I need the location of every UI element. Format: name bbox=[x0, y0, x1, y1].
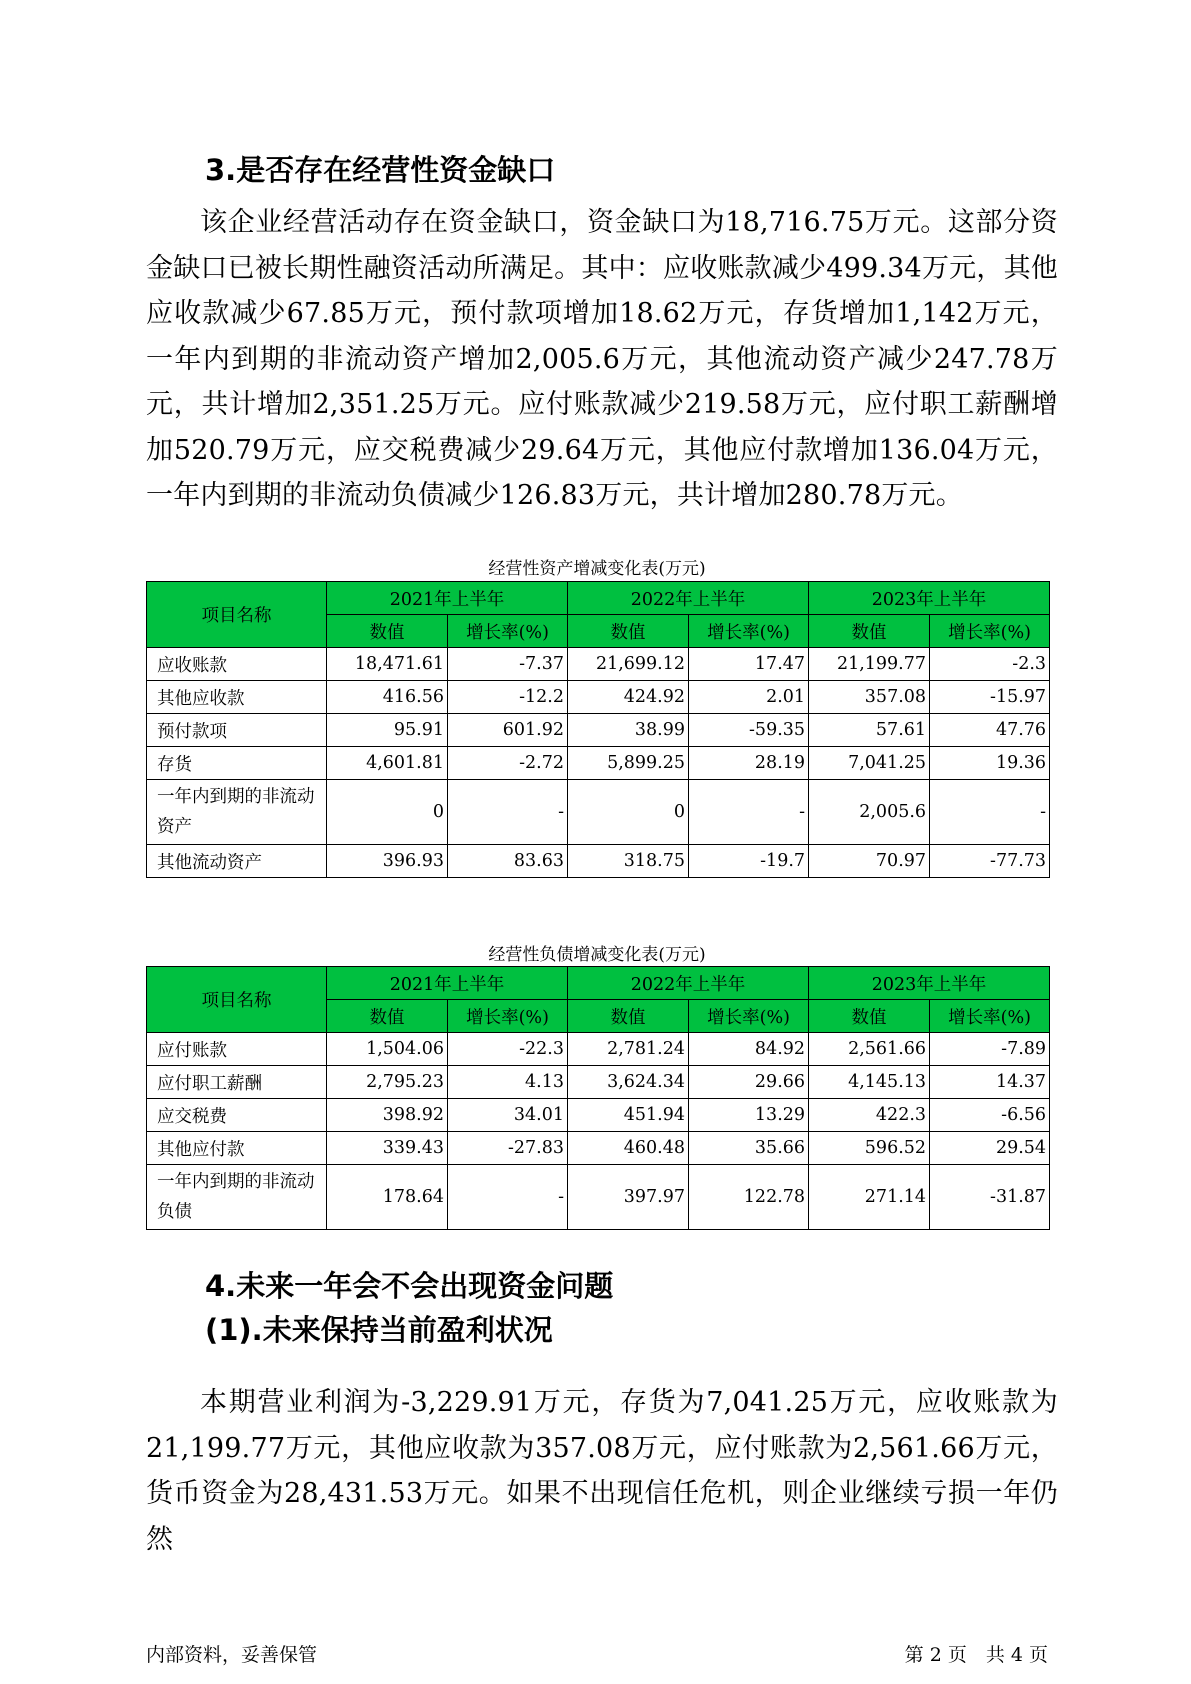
table-row bbox=[147, 845, 1050, 878]
cell-value: 2,561.66 bbox=[809, 1033, 930, 1066]
cell-growth-rate: -2.72 bbox=[448, 747, 568, 780]
cell-value: 70.97 bbox=[809, 845, 930, 878]
cell-value: 178.64 bbox=[327, 1165, 448, 1230]
section-4-paragraph: 本期营业利润为-3,229.91万元，存货为7,041.25万元，应收账款为21,199.77万元，其他应收款为357.08万元，应付账款为2,561.66万元，货币资金为28,431.53万元。如果不出现信任危机，则企业继续亏损一年仍然 bbox=[146, 1387, 1058, 1555]
cell-growth-rate: 34.01 bbox=[448, 1099, 568, 1132]
row-item-name: 一年内到期的非流动资产 bbox=[147, 780, 327, 845]
row-item-name: 其他应收款 bbox=[147, 681, 327, 714]
table-row bbox=[147, 1099, 1050, 1132]
cell-value: 2,781.24 bbox=[568, 1033, 689, 1066]
header-value: 数值 bbox=[568, 1000, 689, 1033]
cell-value: 4,601.81 bbox=[327, 747, 448, 780]
assets-table bbox=[146, 581, 1050, 878]
cell-growth-rate: -6.56 bbox=[930, 1099, 1050, 1132]
cell-growth-rate: -2.3 bbox=[930, 648, 1050, 681]
header-rate: 增长率(%) bbox=[448, 1000, 568, 1033]
header-item-name: 项目名称 bbox=[147, 582, 327, 648]
table-row bbox=[147, 1165, 1050, 1230]
header-period: 2023年上半年 bbox=[809, 582, 1050, 615]
header-period: 2022年上半年 bbox=[568, 582, 809, 615]
liabilities-table-caption: 经营性负债增减变化表(万元) bbox=[488, 945, 706, 965]
cell-growth-rate: 14.37 bbox=[930, 1066, 1050, 1099]
cell-value: 7,041.25 bbox=[809, 747, 930, 780]
header-period: 2022年上半年 bbox=[568, 967, 809, 1000]
table-row bbox=[147, 1132, 1050, 1165]
header-value: 数值 bbox=[568, 615, 689, 648]
cell-value: 3,624.34 bbox=[568, 1066, 689, 1099]
header-rate: 增长率(%) bbox=[689, 1000, 809, 1033]
header-rate: 增长率(%) bbox=[930, 615, 1050, 648]
cell-value: 18,471.61 bbox=[327, 648, 448, 681]
table-row bbox=[147, 747, 1050, 780]
cell-growth-rate: -22.3 bbox=[448, 1033, 568, 1066]
header-period: 2021年上半年 bbox=[327, 582, 568, 615]
cell-value: 357.08 bbox=[809, 681, 930, 714]
cell-value: 422.3 bbox=[809, 1099, 930, 1132]
cell-growth-rate: 17.47 bbox=[689, 648, 809, 681]
section-4-heading: 4.未来一年会不会出现资金问题 bbox=[205, 1269, 614, 1303]
cell-value: 21,199.77 bbox=[809, 648, 930, 681]
cell-growth-rate: 28.19 bbox=[689, 747, 809, 780]
cell-growth-rate: 4.13 bbox=[448, 1066, 568, 1099]
cell-growth-rate: -31.87 bbox=[930, 1165, 1050, 1230]
cell-value: 5,899.25 bbox=[568, 747, 689, 780]
cell-value: 21,699.12 bbox=[568, 648, 689, 681]
liabilities-table bbox=[146, 966, 1050, 1230]
cell-value: 397.97 bbox=[568, 1165, 689, 1230]
cell-value: 396.93 bbox=[327, 845, 448, 878]
cell-growth-rate: 29.54 bbox=[930, 1132, 1050, 1165]
row-item-name: 预付款项 bbox=[147, 714, 327, 747]
cell-value: 451.94 bbox=[568, 1099, 689, 1132]
cell-growth-rate: -7.37 bbox=[448, 648, 568, 681]
row-item-name: 存货 bbox=[147, 747, 327, 780]
header-rate: 增长率(%) bbox=[689, 615, 809, 648]
cell-growth-rate: 47.76 bbox=[930, 714, 1050, 747]
header-rate: 增长率(%) bbox=[930, 1000, 1050, 1033]
cell-growth-rate: 84.92 bbox=[689, 1033, 809, 1066]
cell-value: 460.48 bbox=[568, 1132, 689, 1165]
cell-growth-rate: 601.92 bbox=[448, 714, 568, 747]
cell-growth-rate: -7.89 bbox=[930, 1033, 1050, 1066]
section-3-heading: 3.是否存在经营性资金缺口 bbox=[205, 153, 556, 187]
row-item-name: 应交税费 bbox=[147, 1099, 327, 1132]
row-item-name: 应付职工薪酬 bbox=[147, 1066, 327, 1099]
header-period: 2023年上半年 bbox=[809, 967, 1050, 1000]
cell-growth-rate: 29.66 bbox=[689, 1066, 809, 1099]
section-3-paragraph: 该企业经营活动存在资金缺口，资金缺口为18,716.75万元。这部分资金缺口已被长期性融资活动所满足。其中：应收账款减少499.34万元，其他应收款减少67.85万元，预付款项增加18.62万元，存货增加1,142万元，一年内到期的非流动资产增加2,005.6万元，其他流动资产减少247.78万元，共计增加2,351.25万元。应付账款减少219.58万元，应付职工薪酬增加520.79万元，应交税费减少29.64万元，其他应付款增加136.04万元，一年内到期的非流动负债减少126.83万元，共计增加280.78万元。 bbox=[146, 207, 1058, 511]
footer-confidential: 内部资料，妥善保管 bbox=[146, 1644, 318, 1666]
row-item-name: 其他应付款 bbox=[147, 1132, 327, 1165]
header-value: 数值 bbox=[327, 615, 448, 648]
row-item-name: 应付账款 bbox=[147, 1033, 327, 1066]
header-value: 数值 bbox=[809, 1000, 930, 1033]
cell-growth-rate: 122.78 bbox=[689, 1165, 809, 1230]
header-value: 数值 bbox=[327, 1000, 448, 1033]
cell-value: 38.99 bbox=[568, 714, 689, 747]
cell-value: 2,795.23 bbox=[327, 1066, 448, 1099]
cell-growth-rate: -27.83 bbox=[448, 1132, 568, 1165]
row-item-name: 应收账款 bbox=[147, 648, 327, 681]
cell-value: 0 bbox=[568, 780, 689, 845]
cell-value: 1,504.06 bbox=[327, 1033, 448, 1066]
cell-growth-rate: -19.7 bbox=[689, 845, 809, 878]
cell-value: 95.91 bbox=[327, 714, 448, 747]
cell-growth-rate: - bbox=[930, 780, 1050, 845]
cell-growth-rate: -15.97 bbox=[930, 681, 1050, 714]
table-row bbox=[147, 714, 1050, 747]
header-item-name: 项目名称 bbox=[147, 967, 327, 1033]
header-period: 2021年上半年 bbox=[327, 967, 568, 1000]
cell-growth-rate: - bbox=[448, 1165, 568, 1230]
cell-growth-rate: 83.63 bbox=[448, 845, 568, 878]
table-row bbox=[147, 780, 1050, 845]
cell-value: 57.61 bbox=[809, 714, 930, 747]
table-row bbox=[147, 681, 1050, 714]
table-row bbox=[147, 1033, 1050, 1066]
cell-growth-rate: 2.01 bbox=[689, 681, 809, 714]
cell-growth-rate: - bbox=[689, 780, 809, 845]
cell-growth-rate: -59.35 bbox=[689, 714, 809, 747]
footer-page-number: 第 2 页 共 4 页 bbox=[904, 1644, 1048, 1666]
header-rate: 增长率(%) bbox=[448, 615, 568, 648]
cell-value: 339.43 bbox=[327, 1132, 448, 1165]
cell-value: 596.52 bbox=[809, 1132, 930, 1165]
cell-growth-rate: -12.2 bbox=[448, 681, 568, 714]
cell-value: 2,005.6 bbox=[809, 780, 930, 845]
cell-value: 424.92 bbox=[568, 681, 689, 714]
cell-growth-rate: -77.73 bbox=[930, 845, 1050, 878]
cell-value: 4,145.13 bbox=[809, 1066, 930, 1099]
row-item-name: 一年内到期的非流动负债 bbox=[147, 1165, 327, 1230]
cell-value: 0 bbox=[327, 780, 448, 845]
header-value: 数值 bbox=[809, 615, 930, 648]
assets-table-caption: 经营性资产增减变化表(万元) bbox=[488, 559, 706, 579]
cell-value: 398.92 bbox=[327, 1099, 448, 1132]
section-4-subheading: (1).未来保持当前盈利状况 bbox=[205, 1313, 553, 1347]
cell-growth-rate: - bbox=[448, 780, 568, 845]
table-row bbox=[147, 648, 1050, 681]
cell-growth-rate: 13.29 bbox=[689, 1099, 809, 1132]
cell-value: 318.75 bbox=[568, 845, 689, 878]
cell-growth-rate: 35.66 bbox=[689, 1132, 809, 1165]
cell-value: 416.56 bbox=[327, 681, 448, 714]
row-item-name: 其他流动资产 bbox=[147, 845, 327, 878]
cell-growth-rate: 19.36 bbox=[930, 747, 1050, 780]
table-row bbox=[147, 1066, 1050, 1099]
cell-value: 271.14 bbox=[809, 1165, 930, 1230]
